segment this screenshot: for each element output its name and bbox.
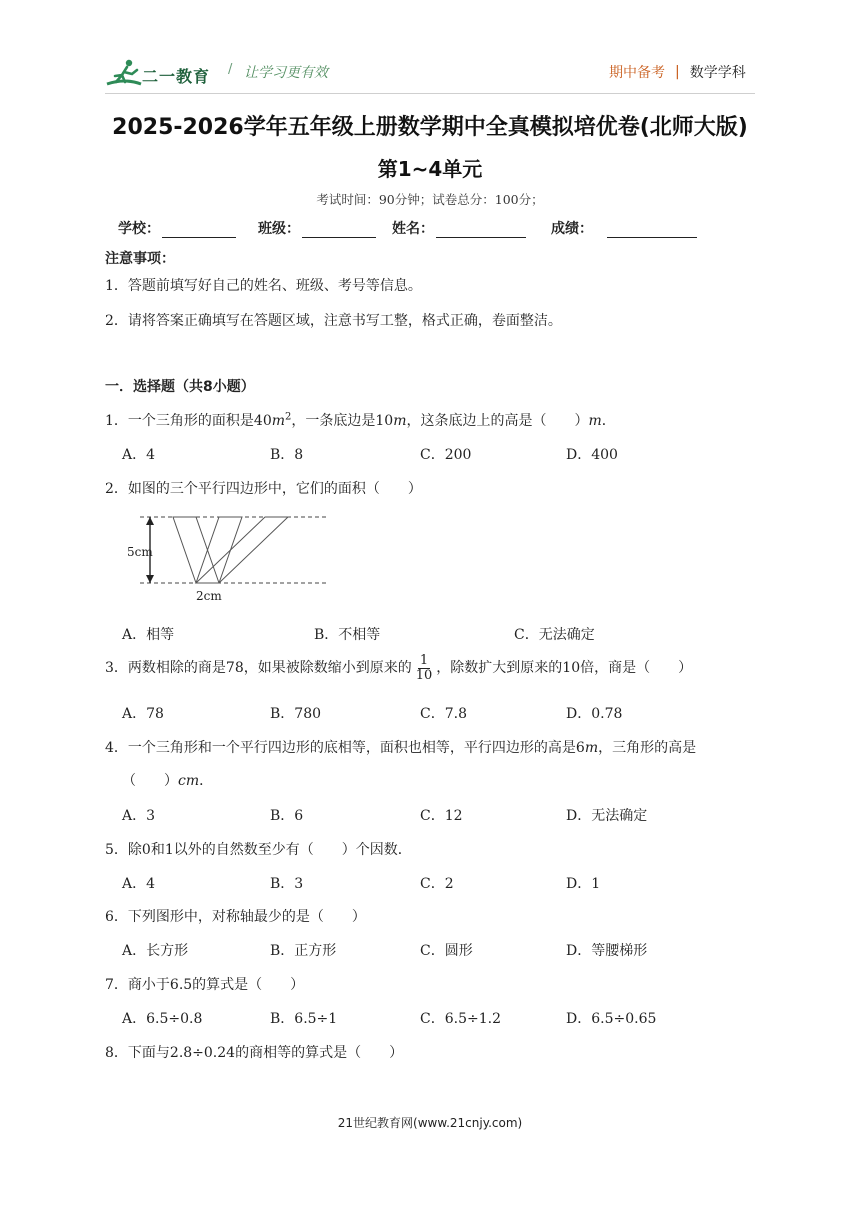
q1-option-d[interactable]: D．400 [566, 447, 618, 463]
exam-info: 考试时间：90分钟；试卷总分：100分； [316, 192, 544, 207]
q7-option-b[interactable]: B．6.5÷1 [270, 1011, 338, 1027]
q6-option-a[interactable]: A．长方形 [122, 943, 189, 959]
q1-option-b[interactable]: B．8 [270, 447, 304, 463]
name-blank[interactable] [436, 222, 526, 238]
page-subtitle: 第1~4单元 [377, 157, 483, 181]
q4-text: ． [199, 773, 214, 789]
q3-option-a[interactable]: A．78 [122, 706, 164, 722]
q1-unit: m [393, 413, 407, 429]
page-header [0, 0, 860, 100]
class-field[interactable] [258, 218, 376, 238]
slogan-divider: / [228, 62, 233, 77]
q1-text: ，一条底边是10 [291, 413, 394, 429]
q4-option-a[interactable]: A．3 [122, 808, 156, 824]
q1-text: ． [601, 413, 616, 429]
score-label: 成绩： [551, 221, 593, 237]
q4-option-d[interactable]: D．无法确定 [566, 808, 648, 824]
base-label: 2cm [196, 589, 222, 603]
q4-option-b[interactable]: B．6 [270, 808, 304, 824]
class-blank[interactable] [302, 222, 376, 238]
question-3-stem [105, 654, 692, 682]
tag-separator: | [675, 64, 680, 80]
q1-exponent: 2 [285, 411, 292, 423]
q1-unit: m [588, 413, 602, 429]
q5-option-b[interactable]: B．3 [270, 876, 304, 892]
q1-option-a[interactable]: A．4 [122, 447, 156, 463]
brand-name: 二一教育 [142, 67, 211, 86]
header-divider [105, 93, 755, 94]
q7-option-c[interactable]: C．6.5÷1.2 [420, 1011, 501, 1027]
q7-option-d[interactable]: D．6.5÷0.65 [566, 1011, 657, 1027]
question-6-stem: 6．下列图形中，对称轴最少的是（ ） [105, 909, 366, 925]
q4-unit: m [584, 740, 599, 756]
question-8-stem: 8．下面与2.8÷0.24的商相等的算式是（ ） [105, 1045, 404, 1061]
q3-option-c[interactable]: C．7.8 [420, 706, 467, 722]
q1-text: 1．一个三角形的面积是40 [105, 413, 272, 429]
question-2-stem: 2．如图的三个平行四边形中，它们的面积（ ） [105, 481, 422, 497]
q3-option-d[interactable]: D．0.78 [566, 706, 623, 722]
fraction [414, 654, 435, 682]
name-label: 姓名： [392, 221, 434, 237]
q4-unit: cm [178, 773, 200, 789]
fraction-numerator: 1 [419, 653, 429, 668]
q5-option-c[interactable]: C．2 [420, 876, 454, 892]
q2-option-a[interactable]: A．相等 [122, 627, 175, 643]
q3-text: 3．两数相除的商是78，如果被除数缩小到原来的 [105, 660, 412, 677]
page-title: 2025-2026学年五年级上册数学期中全真模拟培优卷(北师大版) [112, 115, 748, 140]
tag-exam-prep: 期中备考 [609, 65, 665, 81]
page-footer: 21世纪教育网(www.21cnjy.com) [337, 1116, 523, 1130]
header-tags [609, 62, 746, 82]
q5-option-d[interactable]: D．1 [566, 876, 601, 892]
q2-option-c[interactable]: C．无法确定 [514, 627, 595, 643]
q5-option-a[interactable]: A．4 [122, 876, 156, 892]
question-5-stem: 5．除0和1以外的自然数至少有（ ）个因数． [105, 842, 412, 858]
q3-option-b[interactable]: B．780 [270, 706, 322, 722]
school-label: 学校： [118, 221, 160, 237]
q6-option-d[interactable]: D．等腰梯形 [566, 943, 648, 959]
q6-option-c[interactable]: C．圆形 [420, 943, 473, 959]
parallelogram-figure [120, 505, 340, 605]
score-blank[interactable] [607, 222, 697, 238]
q7-option-a[interactable]: A．6.5÷0.8 [122, 1011, 203, 1027]
school-blank[interactable] [162, 222, 236, 238]
name-field[interactable] [392, 218, 526, 238]
slogan: 让学习更有效 [244, 65, 328, 81]
parallelogram-diagram [120, 505, 340, 605]
question-7-stem: 7．商小于6.5的算式是（ ） [105, 977, 305, 993]
score-field[interactable] [551, 218, 697, 238]
q3-text: ，除数扩大到原来的10倍，商是（ ） [436, 660, 693, 677]
question-4-stem [105, 737, 696, 757]
q4-option-c[interactable]: C．12 [420, 808, 463, 824]
notice-item: 1．答题前填写好自己的姓名、班级、考号等信息。 [105, 278, 422, 294]
class-label: 班级： [258, 221, 300, 237]
q4-text: 4．一个三角形和一个平行四边形的底相等，面积也相等，平行四边形的高是6 [105, 740, 585, 756]
tag-subject: 数学学科 [689, 65, 746, 81]
q6-option-b[interactable]: B．正方形 [270, 943, 337, 959]
school-field[interactable] [118, 218, 236, 238]
fraction-denominator: 10 [415, 667, 433, 683]
height-label: 5cm [127, 545, 153, 559]
notice-item: 2．请将答案正确填写在答题区域，注意书写工整，格式正确，卷面整洁。 [105, 313, 562, 329]
question-4-stem-cont [122, 770, 213, 790]
section-title: 一．选择题（共8小题） [105, 379, 255, 395]
notice-title: 注意事项： [105, 251, 175, 267]
q2-option-b[interactable]: B．不相等 [314, 627, 381, 643]
q4-text: （ ） [122, 773, 178, 789]
q1-unit: m [271, 413, 286, 429]
question-1-stem [105, 410, 616, 430]
q1-option-c[interactable]: C．200 [420, 447, 472, 463]
q1-text: ，这条底边上的高是（ ） [406, 413, 589, 429]
q4-text: ，三角形的高是 [598, 740, 697, 756]
